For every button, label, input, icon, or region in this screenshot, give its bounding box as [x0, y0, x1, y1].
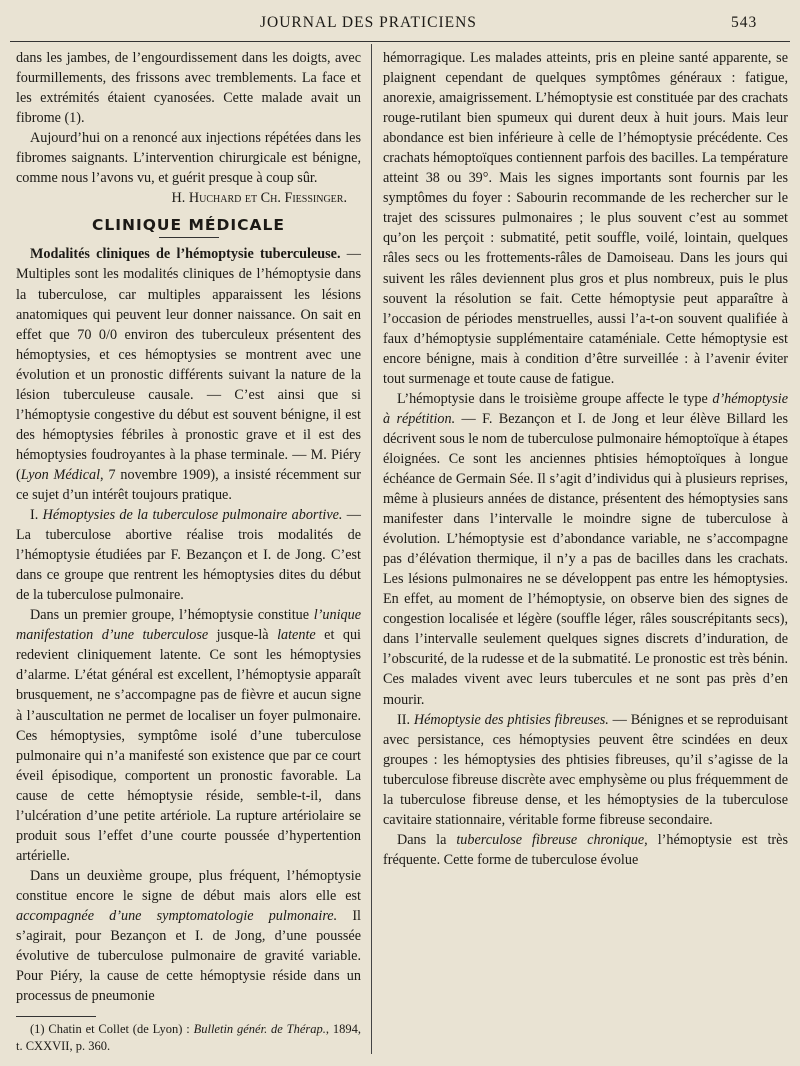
emphasis: accompagnée d’une symptomatologie pulmonaire.: [16, 907, 338, 924]
heading-rule: [159, 237, 219, 238]
paragraph-text: Dans un deuxième groupe, plus fréquent, l’hémoptysie constitue encore le signe de début mais alors elle est: [16, 867, 361, 904]
paragraph: dans les jambes, de l’engourdissement dans les doigts, avec fourmillements, des frissons avec tremblements. La face et les extrémités étaient cyanosées. Cette malade avait un fibrome (1).: [16, 50, 361, 127]
section-number: I.: [30, 507, 43, 524]
paragraph-text: Il s’agirait, pour Bezançon et I. de Jong, d’une poussée évolutive de tuberculose pulmonaire de gravité variable. Pour Piéry, la cause de cette hémoptysie réside dans un processus de pneumonie: [16, 907, 361, 1005]
footnote-journal: Bulletin génér. de Thérap.: [193, 1022, 326, 1037]
header-rule: [10, 41, 790, 42]
paragraph: Aujourd’hui on a renoncé aux injections répétées dans les fibromes saignants. L’intervention chirurgicale est bénigne, comme nous l’avons vu, et guérit presque à coup sûr.: [16, 130, 361, 187]
emphasis: d’hémoptysie à répétition.: [383, 390, 788, 427]
paragraph: hémorragique. Les malades atteints, pris en pleine santé apparente, se plaignent cependant de quelques symptômes généraux : fatigue, anorexie, amaigrissement. L’hémoptysie est constituée par des crachats rouge-rutilant bien spumeux qui durent deux à huit jours. Mais leur abondance est bien inférieure à celle de l’hémoptysie précédente. Ces crachats hémoptoïques contiennent parfois des bacilles. La température atteint 38 ou 39°. Mais les signes importants sont fournis par les symptômes du foyer : Sabourin recommande de les rechercher sur le trajet des scissures pulmonaires ; le plus souvent c’est au sommet qu’on les perçoit : submatité, petit souffle, voilé, lointain, quelques râles secs ou les frottements-râles de Damoiseau. Dans les jours qui suivent les râles deviennent plus gros et plus nombreux, puis le plus souvent la résolution se fait. Cette hémoptysie peut apparaître à l’occasion de périodes menstruelles, aussi l’a-t-on souvent qualifiée à faux d’hémoptysie supplémentaire cataméniale. Cette hémoptysie est encore bénigne, mais à condition d’être surveillée : à l’avenir éviter tout surmenage et toute cause de fatigue.: [383, 50, 788, 387]
emphasis: tuberculose fibreuse chronique,: [456, 831, 648, 848]
footnote-text: (1) Chatin et Collet (de Lyon) :: [30, 1022, 194, 1037]
paragraph: [16, 866, 361, 1006]
section-number: II.: [397, 711, 414, 728]
section-title: Hémoptysie des phtisies fibreuses.: [413, 711, 609, 728]
article-title: Modalités cliniques de l’hémoptysie tuberculeuse.: [30, 246, 341, 263]
section-heading-block: [16, 214, 361, 238]
emphasis: l’unique manifestation d’une tuberculose: [16, 607, 361, 644]
page-number: 543: [731, 14, 758, 31]
emphasis: latente: [277, 627, 316, 644]
column-divider: [371, 44, 372, 1054]
paragraph-text: — Bénignes et se reproduisant avec persistance, ces hémoptysies peuvent être scindées en deux groupes : les hémoptysies des phtisies fibreuses, qu’il s’agisse de la tuberculose fibreuse discrète avec emphysème ou plus fréquemment de la tuberculose fibreuse dense, et les hémoptysies de la tuberculose cavitaire stationnaire, véritable forme fibreuse secondaire.: [383, 711, 788, 828]
section-paragraph: [16, 505, 361, 605]
paragraph-text: et qui redevient cliniquement latente. Ce sont les hémoptysies d’alarme. L’état général est excellent, l’hémoptysie apparaît brusquement, ne s’accompagne pas de fièvre et aucun signe à l’auscultation ne permet de localiser un foyer pulmonaire. Ces hémoptysies, symptôme isolé d’une tuberculose pulmonaire qui n’a manifesté son existence que par ce court éveil épisodique, comportent un pronostic favorable. La cause de cette hémoptysie réside, semble-t-il, dans l’ulcération d’une petite artériole. La rupture artériolaire se produit sous l’effet d’une courte poussée d’hypertention artérielle.: [16, 627, 361, 864]
author-signature: H. Huchard et Ch. Fiessinger.: [171, 190, 347, 207]
journal-title: JOURNAL DES PRATICIENS: [260, 14, 477, 31]
paragraph: [16, 605, 361, 866]
paragraph: [383, 830, 788, 870]
running-header: [0, 14, 800, 38]
paragraph-text: , 7 novembre 1909), a insisté récemment sur ce sujet d’un intérêt toujours pratique.: [16, 466, 361, 503]
paragraph-text: L’hémoptysie dans le troisième groupe affecte le type: [397, 390, 713, 407]
footnote: [16, 1021, 361, 1055]
section-heading: CLINIQUE MÉDICALE: [92, 216, 285, 235]
journal-reference: Lyon Médical: [20, 466, 101, 483]
right-column: [383, 48, 788, 870]
paragraph-text: Dans un premier groupe, l’hémoptysie constitue: [30, 607, 314, 624]
paragraph: [383, 389, 788, 710]
footnote-rule: [16, 1016, 96, 1017]
section-paragraph: [383, 710, 788, 830]
paragraph-text: jusque-là: [208, 627, 278, 644]
left-column: [16, 48, 361, 1055]
section-title: Hémoptysies de la tuberculose pulmonaire abortive.: [42, 507, 343, 524]
paragraph-text: — Multiples sont les modalités cliniques de l’hémoptysie dans la tuberculose, car multiples apparaissent les lésions anatomiques qui peuvent leur donner naissance. On sait en effet que 70 0/0 environ des tuberculeux présentent des hémoptysies, et ces hémoptysies se montrent avec une évolution et un pronostic différents suivant la nature de la lésion tuberculeuse causale. — C’est ainsi que si l’hémoptysie congestive du début est souvent bénigne, il est des hémoptysies fébriles à pronostic grave et il est des hémoptysies foudroyantes à la phase terminale. — M. Piéry (: [16, 246, 361, 483]
paragraph-text: l’hémoptysie est très fréquente. Cette forme de tuberculose évolue: [383, 831, 788, 868]
paragraph-text: — F. Bezançon et I. de Jong et leur élève Billard les décrivent sous le nom de tuberculose pulmonaire hémoptoïque à étapes éloignées. Ce sont les anciennes phtisies hémoptoïques à longue échéance de Germain Sée. Il s’agit d’individus qui à plusieurs reprises, même à plusieurs années de distance, présentent des hémoptysies sans manifester dans l’intervalle le moindre signe de tuberculose à évolution. L’hémoptysie est d’abondance variable, ne s’accompagne pas d’élévation thermique, il n’y a pas de bacilles dans les crachats. Les lésions pulmonaires ne se développent pas entre les hémoptysies. En effet, au moment de l’hémoptysie, on observe bien des signes de congestion localisée et légère (souffle léger, râles souscrépitants secs), dans l’intervalle seulement quelques signes discrets d’induration, de l’obscurité, de la rudesse et de la submatité. Le pronostic est très bénin. Ces malades vivent avec leurs tubercules et ne sont pas près d’en mourir.: [383, 410, 788, 708]
paragraph-text: Dans la: [397, 831, 457, 848]
paragraph-text: — La tuberculose abortive réalise trois modalités de l’hémoptysie étudiées par F. Bezançon et I. de Jong. C’est dans ce groupe que rentrent les hémoptysies dites du début de la tuberculose pulmonaire.: [16, 507, 361, 604]
footnote-text: , 1894, t. CXXVII, p. 360.: [16, 1022, 361, 1054]
article-intro: [16, 244, 361, 505]
